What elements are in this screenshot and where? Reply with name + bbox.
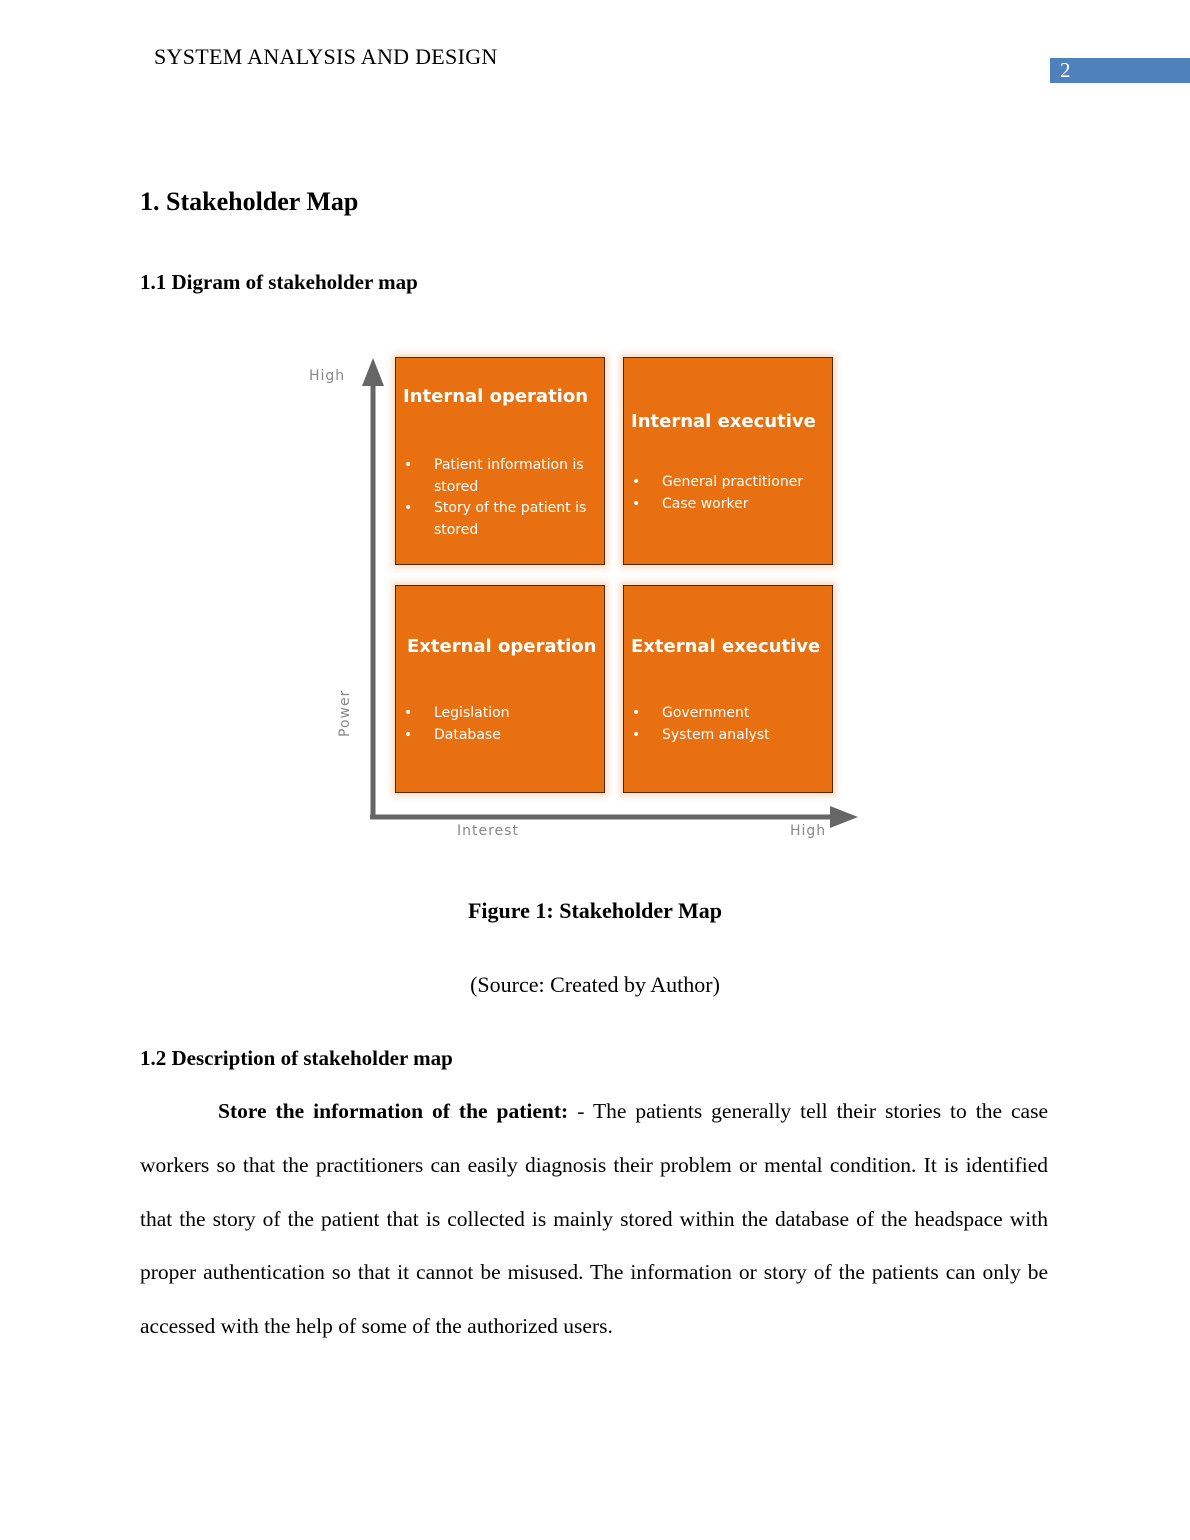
figure-caption: Figure 1: Stakeholder Map <box>467 898 723 923</box>
quadrant-list <box>400 703 600 746</box>
list-item: • Government <box>628 703 828 725</box>
list-item: • Database <box>400 725 600 747</box>
section-title: 1. Stakeholder Map <box>140 187 359 216</box>
running-header: SYSTEM ANALYSIS AND DESIGN <box>154 44 498 69</box>
page-number: 2 <box>1050 58 1190 83</box>
figure-source: (Source: Created by Author) <box>470 972 720 997</box>
x-axis-high-label: High <box>790 823 827 839</box>
list-item: • General practitioner <box>628 472 828 494</box>
quadrant-list <box>628 472 828 515</box>
quadrant-internal-executive <box>623 357 833 565</box>
description-paragraph <box>140 1085 1048 1354</box>
quadrant-external-operation <box>395 585 605 793</box>
list-item: • Patient information is stored <box>400 455 600 498</box>
y-axis-arrow <box>362 358 384 386</box>
subsection-title-description: 1.2 Description of stakeholder map <box>140 1046 453 1070</box>
quadrant-list <box>628 703 828 746</box>
quadrant-external-executive <box>623 585 833 793</box>
y-axis-label: Power <box>337 689 353 737</box>
quadrant-title: External operation <box>407 636 597 657</box>
stakeholder-map-figure <box>300 345 870 855</box>
quadrant-title: Internal operation <box>403 386 589 407</box>
quadrant-list <box>400 455 600 541</box>
list-item: • Case worker <box>628 494 828 516</box>
quadrant-title: External executive <box>631 636 821 657</box>
quadrant-internal-operation <box>395 357 605 565</box>
list-item: • System analyst <box>628 725 828 747</box>
quadrant-title: Internal executive <box>631 411 816 432</box>
paragraph-body: - The patients generally tell their stories to the case workers so that the practitioners can easily diagnosis their problem or mental condition. It is identified that the story of the patient that is collected is mainly stored within the database of the headspace with proper authentication so that it cannot be misused. The information or story of the patients can only be accessed with the help of some of the authorized users. <box>140 1099 1048 1339</box>
list-item: • Story of the patient is stored <box>400 498 600 541</box>
subsection-title-diagram: 1.1 Digram of stakeholder map <box>140 270 418 294</box>
list-item: • Legislation <box>400 703 600 725</box>
x-axis-label: Interest <box>457 823 519 839</box>
x-axis-arrow <box>830 806 858 828</box>
y-axis-high-label: High <box>309 368 346 384</box>
paragraph-lead: Store the information of the patient: <box>218 1099 569 1123</box>
